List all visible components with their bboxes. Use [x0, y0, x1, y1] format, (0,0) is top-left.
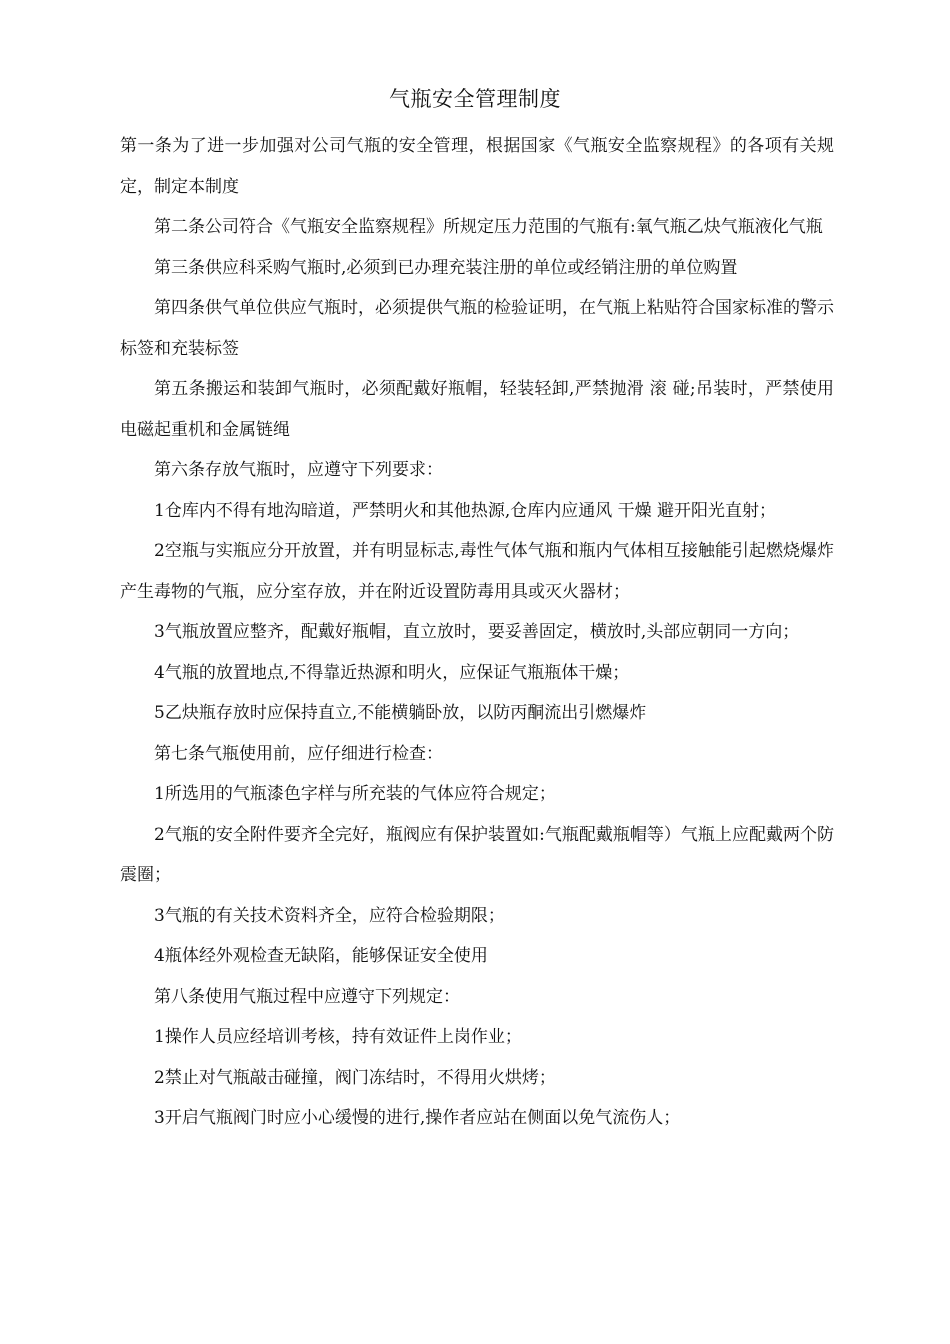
paragraph-article-7-item-2: 2气瓶的安全附件要齐全完好，瓶阀应有保护装置如:气瓶配戴瓶帽等）气瓶上应配戴两个防震圈；: [120, 824, 834, 885]
paragraph-article-6: 第六条存放气瓶时，应遵守下列要求：: [154, 460, 443, 480]
paragraph-article-1: 第一条为了进一步加强对公司气瓶的安全管理，根据国家《气瓶安全监察规程》的各项有关规定，制定本制度: [120, 136, 834, 197]
paragraph-article-7-item-1: 1所选用的气瓶漆色字样与所充装的气体应符合规定；: [154, 784, 556, 804]
paragraph-article-5: 第五条搬运和装卸气瓶时，必须配戴好瓶帽，轻装轻卸,严禁抛滑 滚 碰;吊装时，严禁使用电磁起重机和金属链绳: [120, 379, 834, 440]
paragraph-article-4: 第四条供气单位供应气瓶时，必须提供气瓶的检验证明，在气瓶上粘贴符合国家标准的警示标签和充装标签: [120, 298, 834, 359]
paragraph-article-6-item-2: 2空瓶与实瓶应分开放置，并有明显标志,毒性气体气瓶和瓶内气体相互接触能引起燃烧爆炸产生毒物的气瓶，应分室存放，并在附近设置防毒用具或灭火器材；: [120, 541, 834, 602]
paragraph-article-8-item-3: 3开启气瓶阀门时应小心缓慢的进行,操作者应站在侧面以免气流伤人；: [154, 1108, 681, 1128]
paragraph-article-3: 第三条供应科采购气瓶时,必须到已办理充装注册的单位或经销注册的单位购置: [154, 257, 738, 278]
paragraph-article-7-item-3: 3气瓶的有关技术资料齐全，应符合检验期限；: [154, 905, 505, 926]
paragraph-article-6-item-4: 4气瓶的放置地点,不得靠近热源和明火，应保证气瓶瓶体干燥；: [154, 662, 630, 683]
paragraph-article-6-item-5: 5乙炔瓶存放时应保持直立,不能横躺卧放，以防丙酮流出引燃爆炸: [154, 703, 647, 723]
paragraph-article-7-item-4: 4瓶体经外观检查无缺陷，能够保证安全使用: [154, 946, 488, 966]
document-body: [120, 126, 834, 1139]
paragraph-article-2: 第二条公司符合《气瓶安全监察规程》所规定压力范围的气瓶有:氧气瓶乙炔气瓶液化气瓶: [154, 217, 823, 237]
paragraph-article-8-item-2: 2禁止对气瓶敲击碰撞，阀门冻结时，不得用火烘烤；: [154, 1067, 556, 1088]
paragraph-article-6-item-3: 3气瓶放置应整齐，配戴好瓶帽，直立放时，要妥善固定，横放时,头部应朝同一方向；: [154, 622, 800, 642]
paragraph-article-8-item-1: 1操作人员应经培训考核，持有效证件上岗作业；: [154, 1027, 522, 1047]
document-title: 气瓶安全管理制度: [389, 87, 561, 111]
paragraph-article-8: 第八条使用气瓶过程中应遵守下列规定：: [154, 986, 460, 1007]
paragraph-article-6-item-1: 1仓库内不得有地沟暗道，严禁明火和其他热源,仓库内应通风 干燥 避开阳光直射；: [154, 500, 777, 521]
paragraph-article-7: 第七条气瓶使用前，应仔细进行检查：: [154, 743, 443, 764]
